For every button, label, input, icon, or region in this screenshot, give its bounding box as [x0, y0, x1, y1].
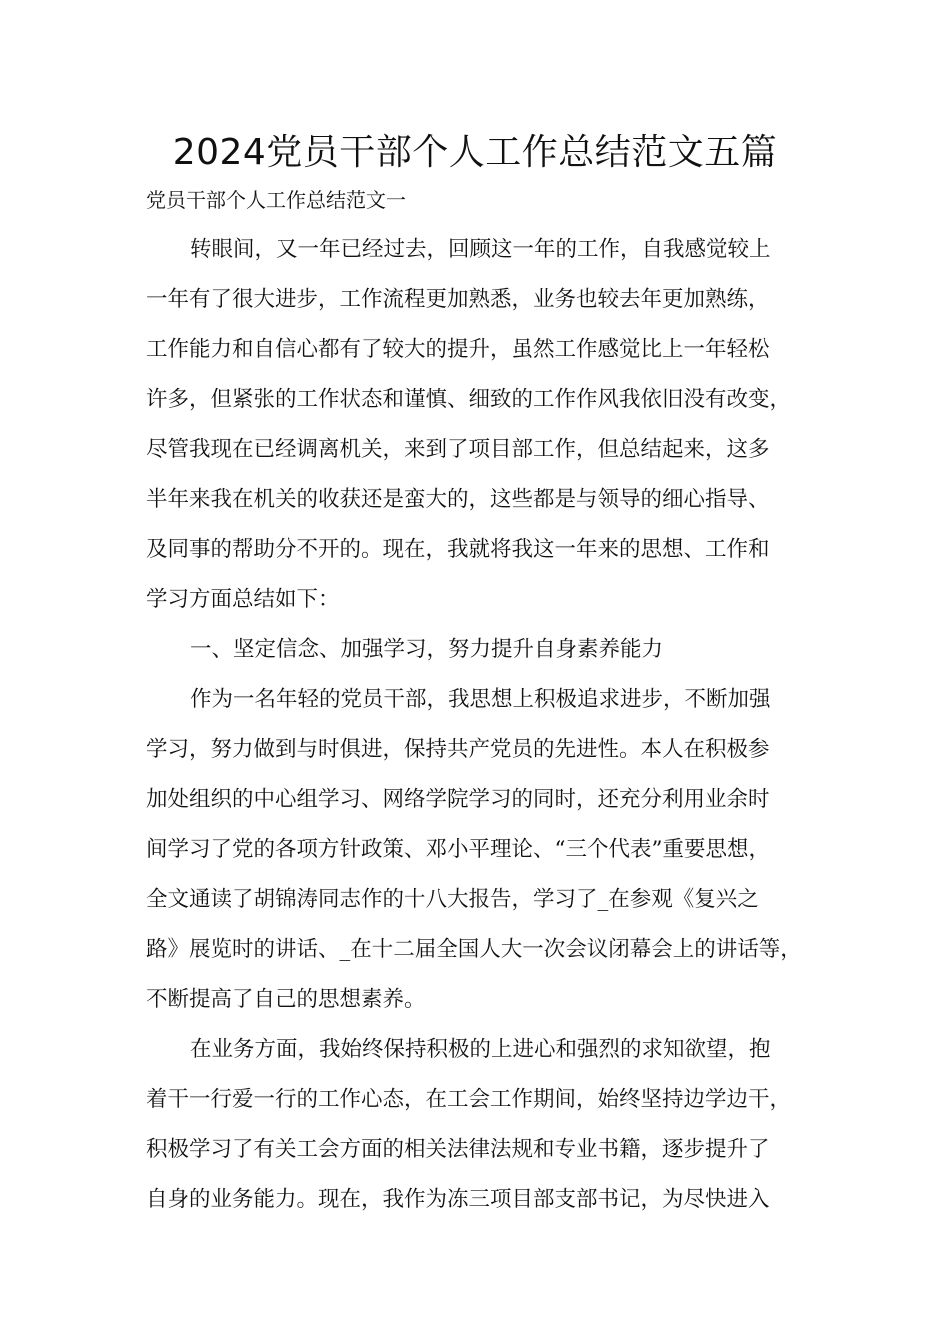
paragraph-line: 半年来我在机关的收获还是蛮大的，这些都是与领导的细心指导、 — [146, 487, 770, 512]
paragraph-line: 学习，努力做到与时俱进，保持共产党员的先进性。本人在积极参 — [146, 737, 770, 762]
paragraph-line: 着干一行爱一行的工作心态，在工会工作期间，始终坚持边学边干， — [146, 1087, 792, 1112]
paragraph-line: 加处组织的中心组学习、网络学院学习的同时，还充分利用业余时 — [146, 787, 770, 812]
paragraph-line: 全文通读了胡锦涛同志作的十八大报告，学习了_在参观《复兴之 — [146, 887, 759, 912]
paragraph-line: 作为一名年轻的党员干部，我思想上积极追求进步，不断加强 — [190, 687, 771, 712]
paragraph-line: 转眼间，又一年已经过去，回顾这一年的工作，自我感觉较上 — [190, 237, 771, 262]
section-heading: 一、坚定信念、加强学习，努力提升自身素养能力 — [190, 637, 664, 662]
paragraph-line: 间学习了党的各项方针政策、邓小平理论、“三个代表”重要思想， — [146, 837, 770, 862]
paragraph-line: 自身的业务能力。现在，我作为冻三项目部支部书记，为尽快进入 — [146, 1187, 770, 1212]
paragraph-line: 学习方面总结如下： — [146, 587, 340, 612]
paragraph-line: 一年有了很大进步，工作流程更加熟悉，业务也较去年更加熟练， — [146, 287, 770, 312]
paragraph-line: 积极学习了有关工会方面的相关法律法规和专业书籍，逐步提升了 — [146, 1137, 770, 1162]
paragraph-line: 及同事的帮助分不开的。现在，我就将我这一年来的思想、工作和 — [146, 537, 770, 562]
paragraph-line: 不断提高了自己的思想素养。 — [146, 987, 426, 1012]
section-subtitle: 党员干部个人工作总结范文一 — [146, 188, 406, 212]
document-title: 2024党员干部个人工作总结范文五篇 — [172, 132, 778, 173]
paragraph-line: 尽管我现在已经调离机关，来到了项目部工作，但总结起来，这多 — [146, 437, 770, 462]
paragraph-line: 路》展览时的讲话、_在十二届全国人大一次会议闭幕会上的讲话等， — [146, 937, 802, 962]
paragraph-line: 许多，但紧张的工作状态和谨慎、细致的工作作风我依旧没有改变， — [146, 387, 792, 412]
paragraph-line: 在业务方面，我始终保持积极的上进心和强烈的求知欲望，抱 — [190, 1037, 771, 1062]
paragraph-line: 工作能力和自信心都有了较大的提升，虽然工作感觉比上一年轻松 — [146, 337, 770, 362]
